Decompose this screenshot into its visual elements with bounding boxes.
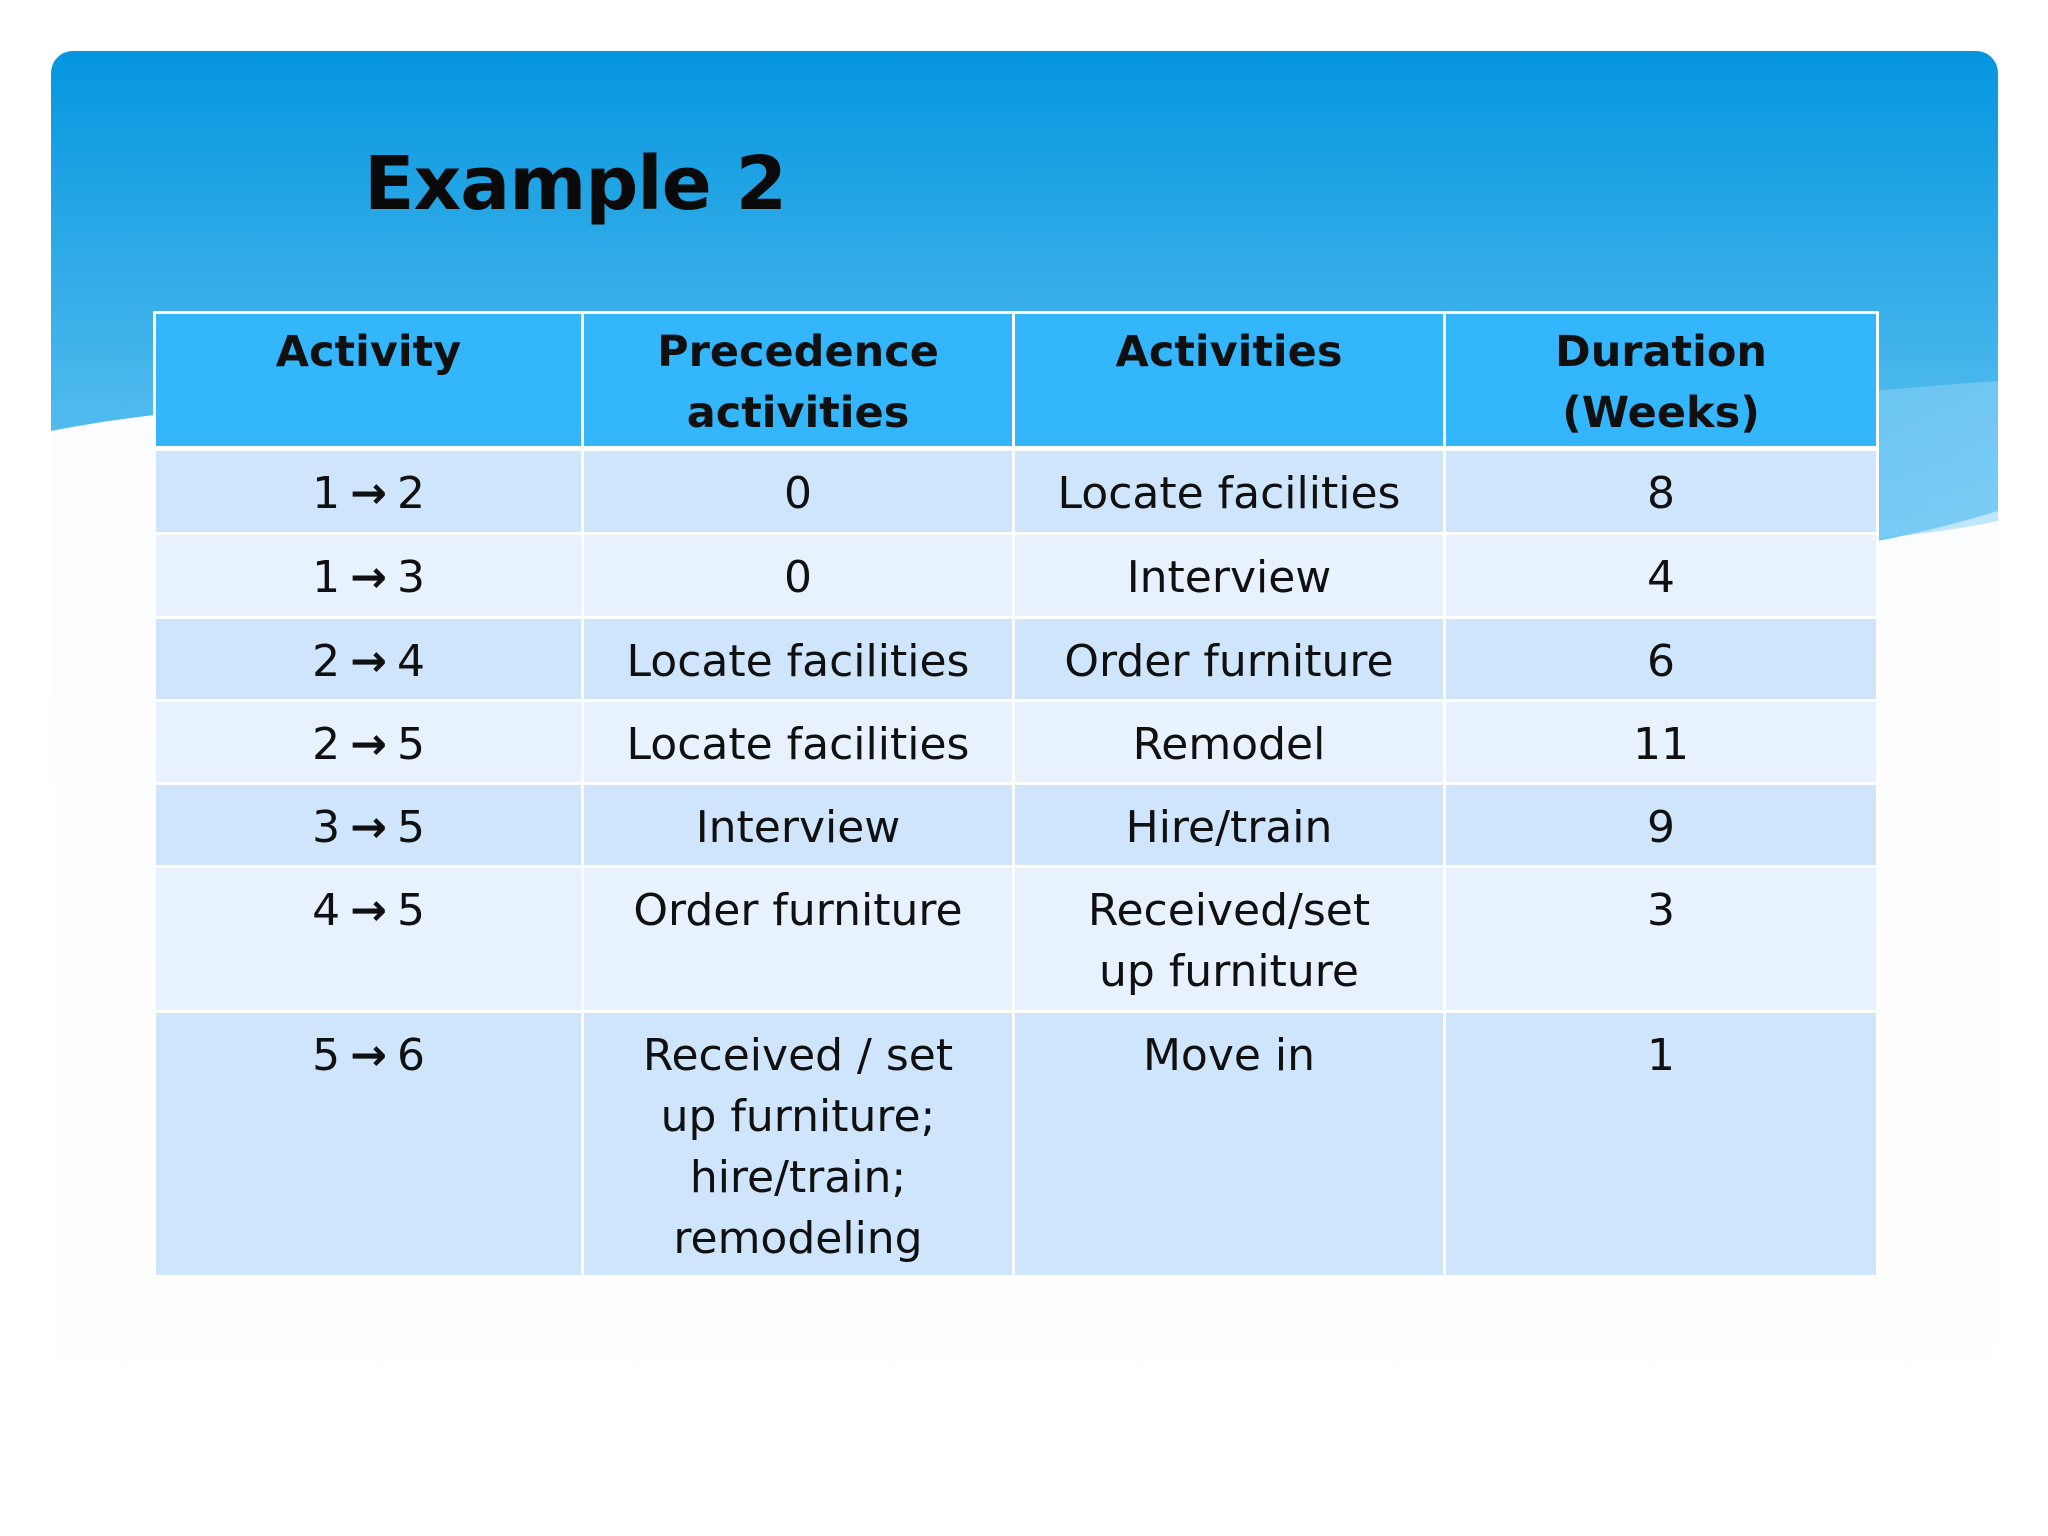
cell-activity — [153, 785, 584, 868]
activity-to: 5 — [396, 885, 425, 936]
cell-duration: 6 — [1446, 619, 1879, 702]
cell-activities: Received/set up furniture — [1015, 868, 1446, 1013]
activity-to: 5 — [396, 802, 425, 853]
arrow-right-icon: → — [350, 636, 387, 687]
activity-table — [153, 311, 1879, 1278]
cell-activity — [153, 1013, 584, 1278]
activity-from: 2 — [312, 636, 341, 687]
cell-duration: 3 — [1446, 868, 1879, 1013]
cell-activity — [153, 451, 584, 535]
activity-from: 4 — [312, 885, 341, 936]
cell-activities: Interview — [1015, 535, 1446, 619]
cell-duration: 11 — [1446, 702, 1879, 785]
table-row — [153, 451, 1879, 535]
table-header-row — [153, 311, 1879, 451]
cell-activity — [153, 619, 584, 702]
header-precedence: Precedence activities — [584, 311, 1015, 451]
cell-duration: 1 — [1446, 1013, 1879, 1278]
activity-from: 1 — [312, 552, 341, 603]
header-activities: Activities — [1015, 311, 1446, 451]
table-row — [153, 785, 1879, 868]
cell-activities: Hire/train — [1015, 785, 1446, 868]
table-row — [153, 535, 1879, 619]
table-row — [153, 868, 1879, 1013]
cell-activities: Remodel — [1015, 702, 1446, 785]
arrow-right-icon: → — [350, 719, 387, 770]
activity-to: 3 — [396, 552, 425, 603]
cell-precedence: 0 — [584, 535, 1015, 619]
cell-duration: 4 — [1446, 535, 1879, 619]
table-row — [153, 702, 1879, 785]
table-row — [153, 619, 1879, 702]
activity-to: 6 — [396, 1030, 425, 1081]
activity-from: 2 — [312, 719, 341, 770]
cell-precedence: Locate facilities — [584, 619, 1015, 702]
arrow-right-icon: → — [350, 802, 387, 853]
header-activity: Activity — [153, 311, 584, 451]
cell-activity — [153, 702, 584, 785]
arrow-right-icon: → — [350, 468, 387, 519]
cell-activities: Locate facilities — [1015, 451, 1446, 535]
cell-precedence: Locate facilities — [584, 702, 1015, 785]
arrow-right-icon: → — [350, 1030, 387, 1081]
cell-precedence: Order furniture — [584, 868, 1015, 1013]
cell-duration: 8 — [1446, 451, 1879, 535]
cell-precedence: Received / set up furniture; hire/train; remodeling — [584, 1013, 1015, 1278]
cell-duration: 9 — [1446, 785, 1879, 868]
activity-from: 1 — [312, 468, 341, 519]
activity-from: 5 — [312, 1030, 341, 1081]
cell-activity — [153, 868, 584, 1013]
activity-to: 4 — [396, 636, 425, 687]
cell-activities: Move in — [1015, 1013, 1446, 1278]
cell-precedence: Interview — [584, 785, 1015, 868]
cell-activity — [153, 535, 584, 619]
activity-from: 3 — [312, 802, 341, 853]
activity-to: 5 — [396, 719, 425, 770]
table-row — [153, 1013, 1879, 1278]
header-duration: Duration (Weeks) — [1446, 311, 1879, 451]
slide-title: Example 2 — [364, 141, 787, 227]
arrow-right-icon: → — [350, 552, 387, 603]
cell-precedence: 0 — [584, 451, 1015, 535]
cell-activities: Order furniture — [1015, 619, 1446, 702]
arrow-right-icon: → — [350, 885, 387, 936]
activity-to: 2 — [396, 468, 425, 519]
